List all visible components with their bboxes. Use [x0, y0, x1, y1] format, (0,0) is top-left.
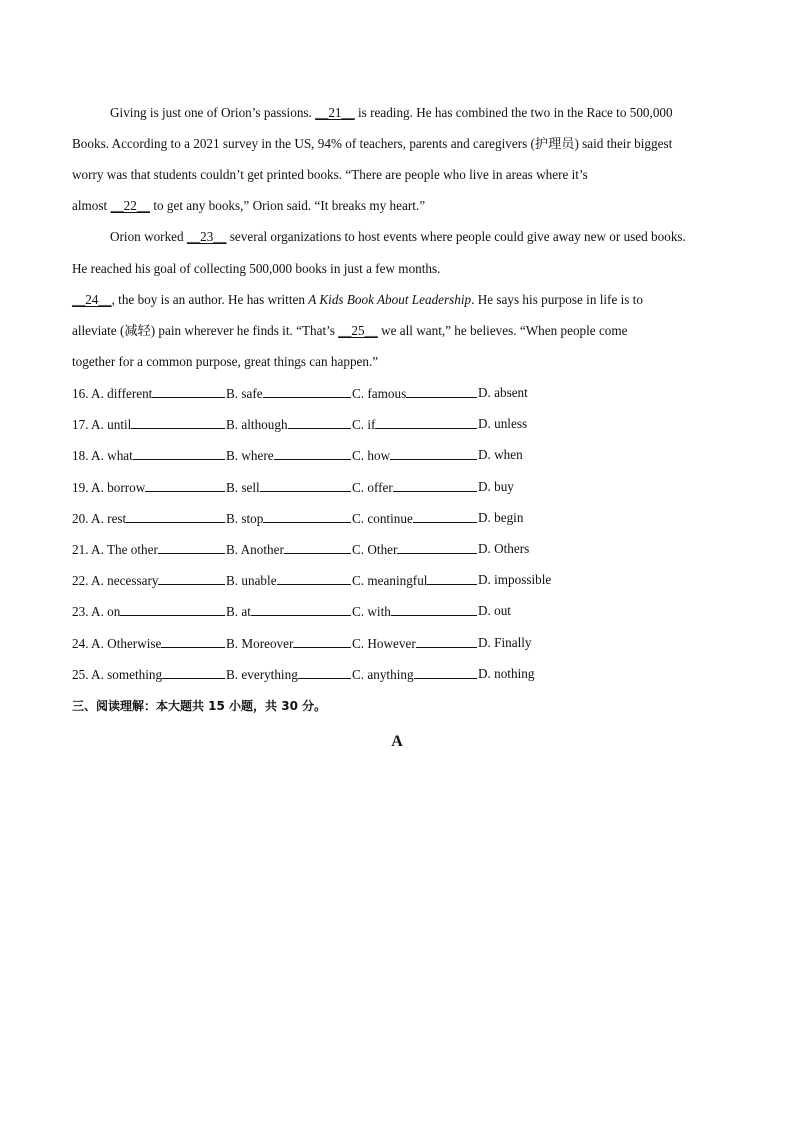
- option-a: [72, 416, 225, 433]
- option-a: [72, 479, 225, 496]
- option-a-text: something: [107, 666, 163, 682]
- option-d: D. unless: [478, 416, 528, 432]
- question-number: 17. A.: [72, 417, 108, 433]
- blank-25: __25__: [338, 323, 378, 338]
- option-c: C. meaningful: [352, 572, 477, 589]
- answer-line: [158, 541, 225, 554]
- answer-line: [406, 385, 477, 398]
- passage-text: almost: [72, 198, 111, 213]
- option-d: D. impossible: [478, 572, 552, 588]
- option-b: B. safe: [226, 385, 351, 402]
- question-number: 22. A.: [72, 573, 108, 589]
- option-d: D. when: [478, 447, 523, 463]
- passage-text: Orion worked: [110, 229, 187, 244]
- section-title: A: [391, 733, 403, 750]
- answer-line: [288, 416, 351, 429]
- passage-text: to get any books,” Orion said. “It breaks my heart.”: [150, 198, 426, 213]
- question-number: 25. A.: [72, 666, 108, 682]
- answer-line: [284, 541, 351, 554]
- answer-line: [298, 666, 351, 679]
- answer-line: [263, 385, 351, 398]
- option-c: C. anything: [352, 666, 477, 683]
- answer-line: [397, 541, 477, 554]
- answer-line: [260, 479, 351, 492]
- option-a: [72, 541, 225, 558]
- option-a: [72, 666, 225, 683]
- answer-line: [416, 635, 477, 648]
- option-a: [72, 385, 225, 402]
- answer-line: [120, 603, 225, 616]
- option-d: D. nothing: [478, 665, 535, 681]
- answer-line: [293, 635, 351, 648]
- option-b: B. sell: [226, 479, 351, 496]
- blank-22: __22__: [110, 198, 151, 213]
- passage-line-2: Books. According to a 2021 survey in the US, 94% of teachers, parents and caregivers (护理员) said their biggest: [72, 136, 673, 151]
- option-a-text: Otherwise: [107, 635, 162, 651]
- answer-line: [393, 479, 477, 492]
- option-b: B. unable: [226, 572, 351, 589]
- option-a-text: on: [107, 604, 121, 620]
- answer-line: [131, 416, 225, 429]
- option-d: D. out: [478, 603, 511, 619]
- passage-line-3: worry was that students couldn’t get printed books. “There are people who live in areas where it’s: [72, 167, 588, 182]
- option-c: C. Other: [352, 541, 477, 558]
- question-number: 19. A.: [72, 479, 108, 495]
- book-title: A Kids Book About Leadership: [308, 292, 472, 307]
- option-a: [72, 572, 225, 589]
- option-d: D. begin: [478, 509, 524, 525]
- answer-line: [427, 572, 477, 585]
- answer-line: [375, 416, 477, 429]
- question-number: 21. A.: [72, 542, 107, 557]
- option-c: C. how: [352, 447, 477, 464]
- question-number: 23. A.: [72, 604, 108, 620]
- passage-line-6: He reached his goal of collecting 500,000 books in just a few months.: [72, 261, 441, 276]
- answer-line: [263, 510, 351, 523]
- blank-21: __21__: [315, 105, 355, 120]
- answer-line: [161, 635, 225, 648]
- passage-line-1: [110, 105, 673, 121]
- answer-line: [133, 447, 225, 460]
- blank-23: __23__: [186, 229, 227, 244]
- option-a-text: borrow: [107, 479, 146, 495]
- option-a: [72, 603, 225, 620]
- option-a-text: The other: [106, 542, 158, 557]
- option-a-text: different: [107, 386, 153, 401]
- section-heading: 三、阅读理解：本大题共 15 小题，共 30 分。: [72, 699, 327, 713]
- option-c: C. continue: [352, 510, 477, 527]
- answer-line: [162, 666, 225, 679]
- option-b: B. stop: [226, 510, 351, 527]
- option-d: D. buy: [478, 478, 514, 494]
- option-b: B. everything: [226, 666, 351, 683]
- passage-line-5: [110, 229, 686, 245]
- passage-line-9: together for a common purpose, great things can happen.”: [72, 354, 379, 369]
- answer-line: [126, 510, 225, 523]
- option-d: D. absent: [478, 385, 528, 400]
- answer-line: [391, 603, 477, 616]
- option-b: B. although: [226, 416, 351, 433]
- option-a-text: rest: [107, 510, 127, 526]
- option-b: B. Another: [226, 541, 351, 558]
- question-number: 24. A.: [72, 635, 108, 651]
- question-number: 20. A.: [72, 510, 108, 526]
- answer-line: [158, 572, 225, 585]
- answer-line: [251, 603, 351, 616]
- option-c: C. offer: [352, 479, 477, 496]
- answer-line: [414, 666, 477, 679]
- option-c: C. if: [352, 416, 477, 433]
- question-number: 18. A.: [72, 448, 108, 464]
- passage-text: , the boy is an author. He has written: [111, 292, 309, 307]
- option-d: D. Others: [478, 541, 530, 556]
- answer-line: [413, 510, 477, 523]
- option-a-text: what: [107, 448, 133, 464]
- option-a: [72, 447, 225, 464]
- option-c: C. However: [352, 635, 477, 652]
- option-b: B. where: [226, 447, 351, 464]
- option-a-text: until: [107, 417, 132, 433]
- option-a-text: necessary: [107, 573, 159, 589]
- passage-text: several organizations to host events where people could give away new or used books.: [226, 229, 686, 244]
- passage-line-8: [72, 323, 628, 339]
- passage-text: is reading. He has combined the two in the Race to 500,000: [354, 105, 673, 120]
- option-c: C. with: [352, 603, 477, 620]
- passage-line-7: [72, 292, 643, 308]
- passage-line-4: [72, 198, 425, 214]
- option-d: D. Finally: [478, 634, 532, 650]
- passage-text: we all want,” he believes. “When people come: [377, 323, 628, 338]
- option-b: B. Moreover: [226, 635, 351, 652]
- option-b: B. at: [226, 603, 351, 620]
- question-number: 16. A.: [72, 386, 108, 401]
- blank-24: __24__: [72, 292, 112, 307]
- answer-line: [274, 447, 351, 460]
- option-a: [72, 635, 225, 652]
- option-a: [72, 510, 225, 527]
- answer-line: [277, 572, 351, 585]
- passage-text: . He says his purpose in life is to: [471, 292, 643, 307]
- option-c: C. famous: [352, 385, 477, 402]
- passage-text: Giving is just one of Orion’s passions.: [110, 105, 316, 120]
- answer-line: [145, 479, 225, 492]
- answer-line: [152, 385, 225, 398]
- answer-line: [390, 447, 477, 460]
- passage-text: alleviate (减轻) pain wherever he finds it. “That’s: [72, 323, 339, 338]
